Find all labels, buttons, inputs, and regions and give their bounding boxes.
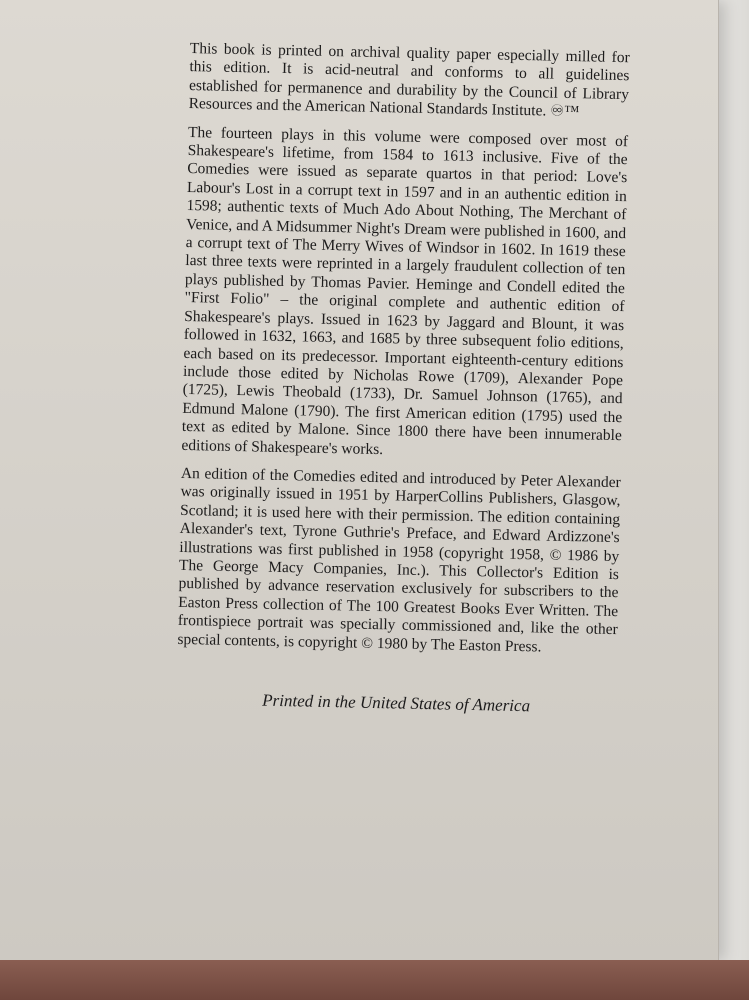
- paper-notice-paragraph: This book is printed on archival quality paper especially milled for this edition. It is acid-neutral and conforms to all guidelines established for permanence and durability by the Council of Library Resources and the American National Standards Institute. ♾™: [188, 40, 630, 121]
- printed-in-colophon: Printed in the United States of America: [262, 690, 531, 716]
- copyright-text-block: [176, 40, 630, 735]
- book-cover-edge: [0, 960, 749, 1000]
- edition-history-paragraph: An edition of the Comedies edited and introduced by Peter Alexander was originally issued in 1951 by HarperCollins Publishers, Glasgow, Scotland; it is used here with their permission. The edition containing Alexander's text, Tyrone Guthrie's Preface, and Edward Ardizzone's illustrations was first published in 1958 (copyright 1958, © 1986 by The George Macy Companies, Inc.). This Collector's Edition is published by advance reservation exclusively for subscribers to the Easton Press collection of The 100 Greatest Books Ever Written. The frontispiece portrait was specially commissioned and, like the other special contents, is copyright © 1980 by The Easton Press.: [177, 464, 622, 656]
- plays-history-paragraph: The fourteen plays in this volume were composed over most of Shakespeare's lifetime, from 1584 to 1613 inclusive. Five of the Comedies were issued as separate quartos in that period: Love's Labour's Lost in a corrupt text in 1597 and in an authentic edition in 1598; authentic texts of Much Ado About Nothing, The Merchant of Venice, and A Midsummer Night's Dream were published in 1600, and a corrupt text of The Merry Wives of Windsor in 1602. In 1619 these last three texts were reprinted in a largely fraudulent collection of ten plays published by Thomas Pavier. Heminge and Condell edited the "First Folio" – the original complete and authentic edition of Shakespeare's plays. Issued in 1623 by Jaggard and Blount, it was followed in 1632, 1663, and 1685 by three subsequent folio editions, each based on its predecessor. Important eighteenth-century editions include those edited by Nicholas Rowe (1709), Alexander Pope (1725), Lewis Theobald (1733), Dr. Samuel Johnson (1765), and Edmund Malone (1790). The first American edition (1795) used the text as edited by Malone. Since 1800 there have been innumerable editions of Shakespeare's works.: [181, 123, 629, 458]
